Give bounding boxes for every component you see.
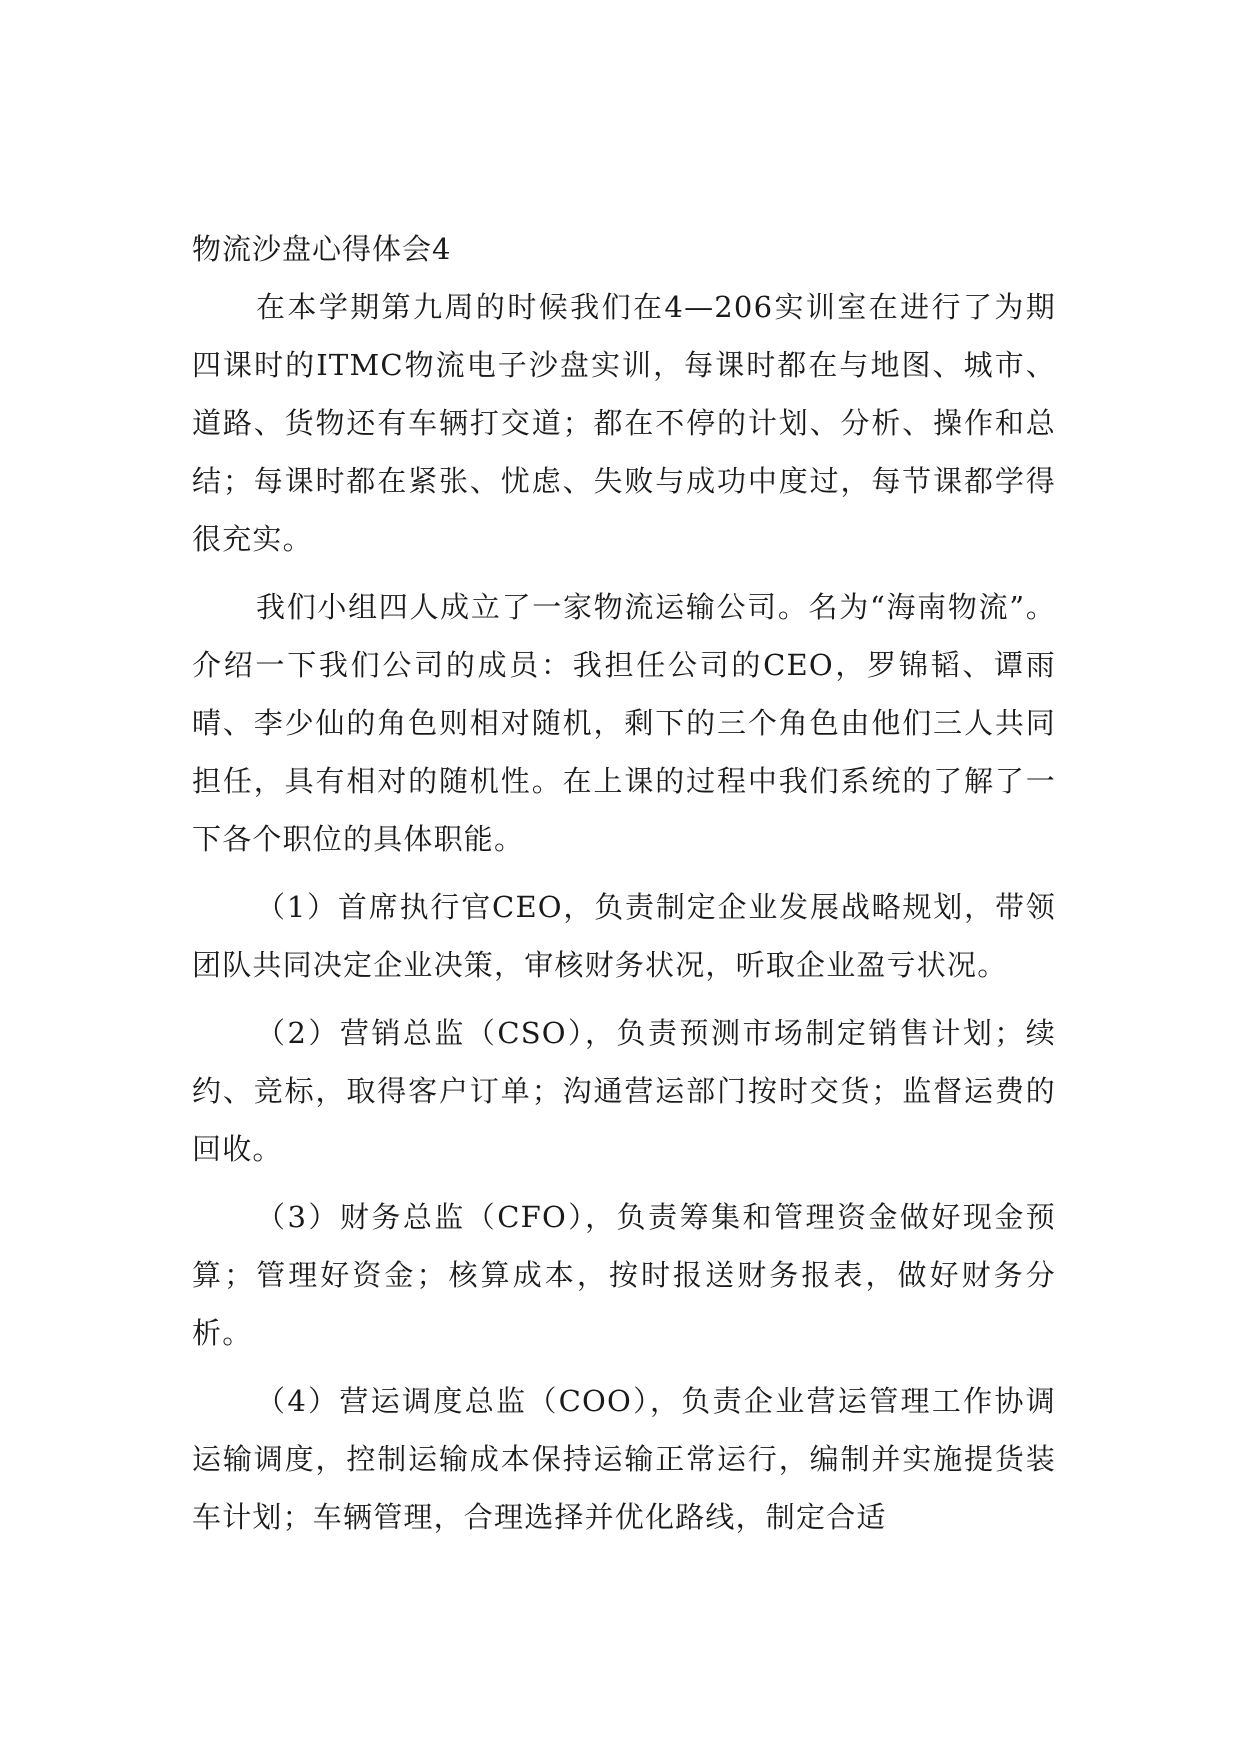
paragraph-intro: 在本学期第九周的时候我们在4—206实训室在进行了为期四课时的ITMC物流电子沙盘实训，每课时都在与地图、城市、道路、货物还有车辆打交道；都在不停的计划、分析、操作和总结；每课时都在紧张、忧虑、失败与成功中度过，每节课都学得很充实。 (192, 290, 1056, 556)
paragraph-cso-role: （2）营销总监（CSO），负责预测市场制定销售计划；续约、竞标，取得客户订单；沟通营运部门按时交货；监督运费的回收。 (192, 1016, 1056, 1166)
document-title: 物流沙盘心得体会4 (192, 232, 452, 266)
paragraph-cfo-role: （3）财务总监（CFO），负责筹集和管理资金做好现金预算；管理好资金；核算成本，按时报送财务报表，做好财务分析。 (192, 1200, 1056, 1350)
paragraph-team: 我们小组四人成立了一家物流运输公司。名为“海南物流”。介绍一下我们公司的成员：我担任公司的CEO，罗锦韬、谭雨晴、李少仙的角色则相对随机，剩下的三个角色由他们三人共同担任，具有相对的随机性。在上课的过程中我们系统的了解了一下各个职位的具体职能。 (192, 590, 1056, 856)
paragraph-coo-role: （4）营运调度总监（COO），负责企业营运管理工作协调运输调度，控制运输成本保持运输正常运行，编制并实施提货装车计划；车辆管理，合理选择并优化路线，制定合适 (192, 1384, 1056, 1534)
paragraph-ceo-role: （1）首席执行官CEO，负责制定企业发展战略规划，带领团队共同决定企业决策，审核财务状况，听取企业盈亏状况。 (192, 890, 1056, 982)
document-body (192, 220, 1056, 1556)
